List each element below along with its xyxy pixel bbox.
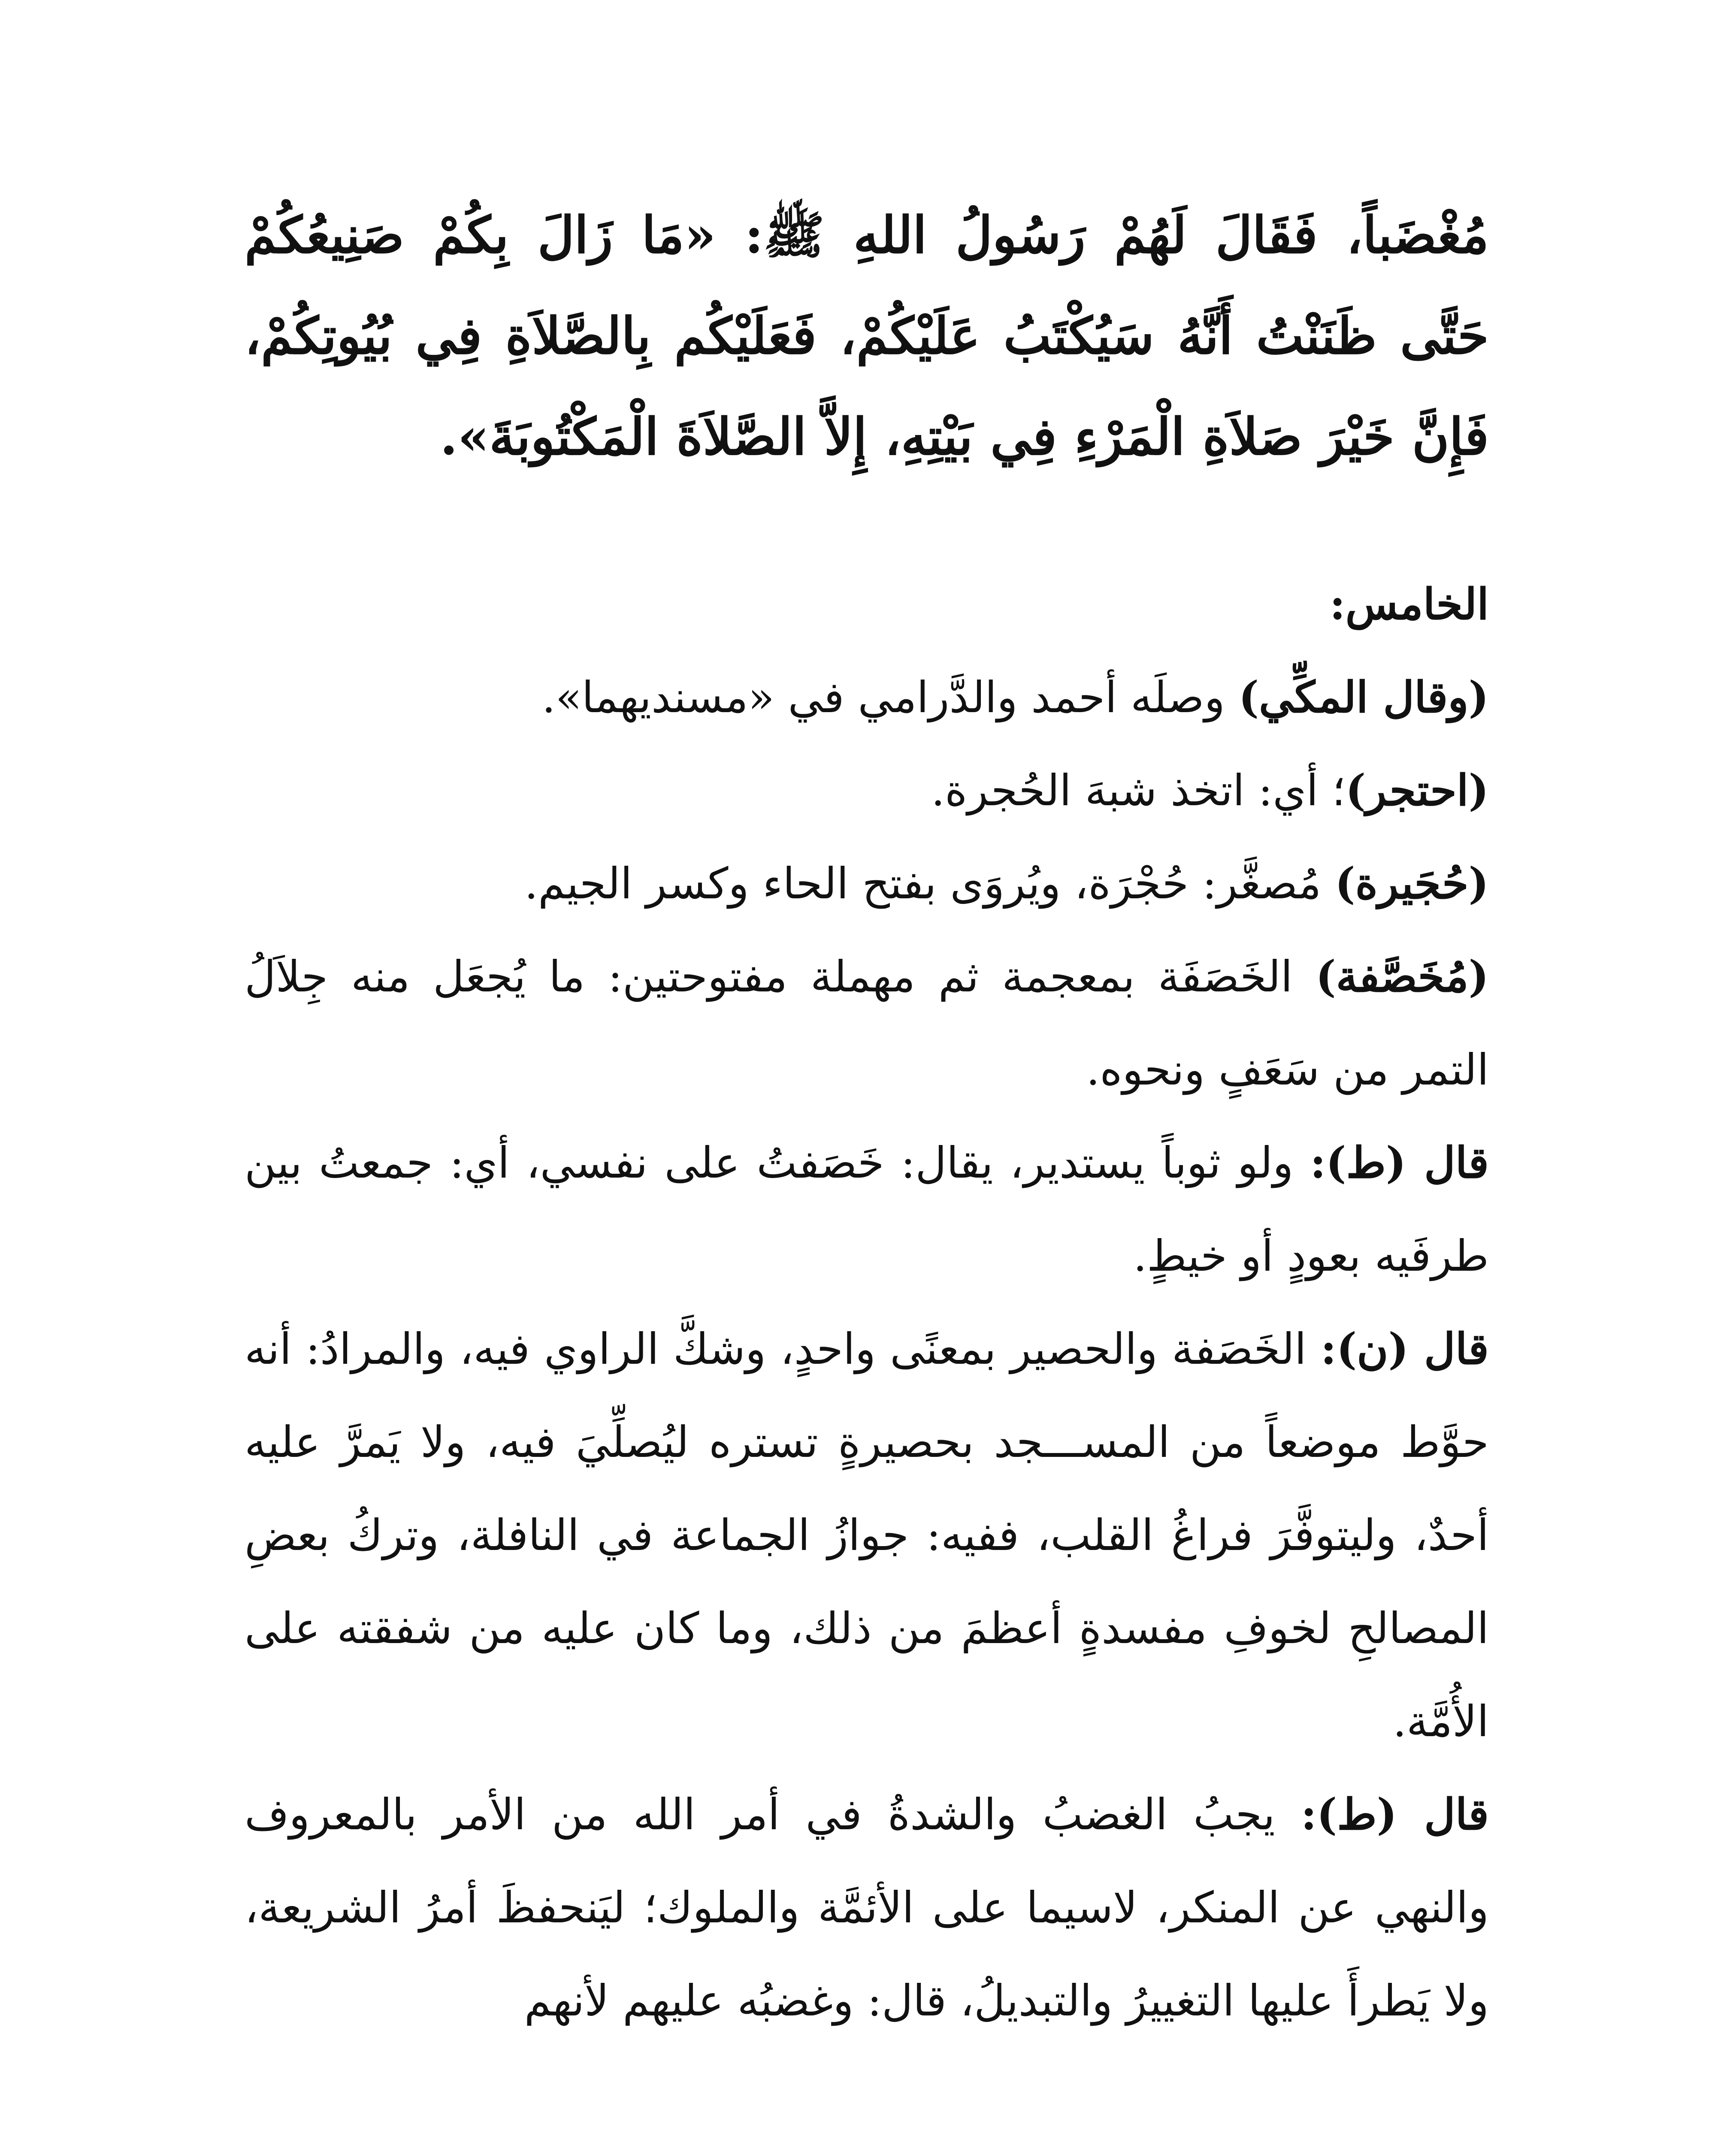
- hadith-text: مُغْضَباً، فَقَالَ لَهُمْ رَسُولُ اللهِ ﷺ: «مَا زَالَ بِكُمْ صَنِيعُكُمْ حَتَّى ظَنَنْتُ أَنَّهُ سَيُكْتَبُ عَلَيْكُمْ، فَعَلَيْكُم بِالصَّلاَةِ فِي بُيُوتِكُمْ، فَإِنَّ خَيْرَ صَلاَةِ الْمَرْءِ فِي بَيْتِهِ، إِلاَّ الصَّلاَةَ الْمَكْتُوبَةَ».: [245, 205, 1489, 466]
- paragraph: [245, 651, 1489, 744]
- section-heading: الخامس:: [1329, 579, 1489, 629]
- paragraph: [245, 1302, 1489, 1768]
- paragraph-term: (حُجَيرة): [1335, 858, 1489, 909]
- paragraph: [245, 1768, 1489, 2047]
- paragraph-text: الخَصَفَة بمعجمة ثم مهملة مفتوحتين: ما يُجعَل منه جِلاَلُ التمر من سَعَفٍ ونحوه.: [245, 952, 1489, 1095]
- paragraph: [245, 1116, 1489, 1302]
- paragraph: [245, 837, 1489, 930]
- paragraph-term: قال (ط):: [1300, 1789, 1489, 1840]
- paragraph-term: (مُخَصَّفة): [1316, 951, 1489, 1002]
- paragraph-text: وصلَه أحمد والدَّرامي في «مسنديهما».: [541, 672, 1239, 722]
- paragraph-text: ولو ثوباً يستدير، يقال: خَصَفتُ على نفسي، أي: جمعتُ بين طرفَيه بعودٍ أو خيطٍ.: [245, 1138, 1489, 1281]
- commentary-block: [245, 558, 1489, 2047]
- paragraph-text: الخَصَفة والحصير بمعنًى واحدٍ، وشكَّ الراوي فيه، والمرادُ: أنه حوَّط موضعاً من المســـجد بحصيرةٍ تستره ليُصلِّيَ فيه، ولا يَمرَّ عليه أحدٌ، وليتوفَّرَ فراغُ القلب، ففيه: جوازُ الجماعة في النافلة، وتركُ بعضِ المصالحِ لخوفِ مفسدةٍ أعظمَ من ذلك، وما كان عليه من شفقته على الأُمَّة.: [245, 1324, 1489, 1746]
- paragraph-term: (وقال المكِّي): [1238, 672, 1489, 722]
- hadith-block: [245, 184, 1489, 487]
- paragraph-term: (احتجر): [1345, 765, 1489, 816]
- paragraph: [245, 744, 1489, 837]
- paragraph-term: قال (ن):: [1320, 1323, 1489, 1374]
- paragraph-text: يجبُ الغضبُ والشدةُ في أمر الله من الأمر بالمعروف والنهي عن المنكر، لاسيما على الأئمَّة والملوك؛ ليَنحفظَ أمرُ الشريعة، ولا يَطرأَ عليها التغييرُ والتبديلُ، قال: وغضبُه عليهم لأنهم: [245, 1789, 1489, 2026]
- paragraph: [245, 930, 1489, 1116]
- paragraph-term: قال (ط):: [1310, 1137, 1489, 1188]
- paragraph-text: ؛ أي: اتخذ شبهَ الحُجرة.: [931, 765, 1346, 816]
- paragraph-text: مُصغَّر: حُجْرَة، ويُروَى بفتح الحاء وكسر الجيم.: [524, 858, 1335, 909]
